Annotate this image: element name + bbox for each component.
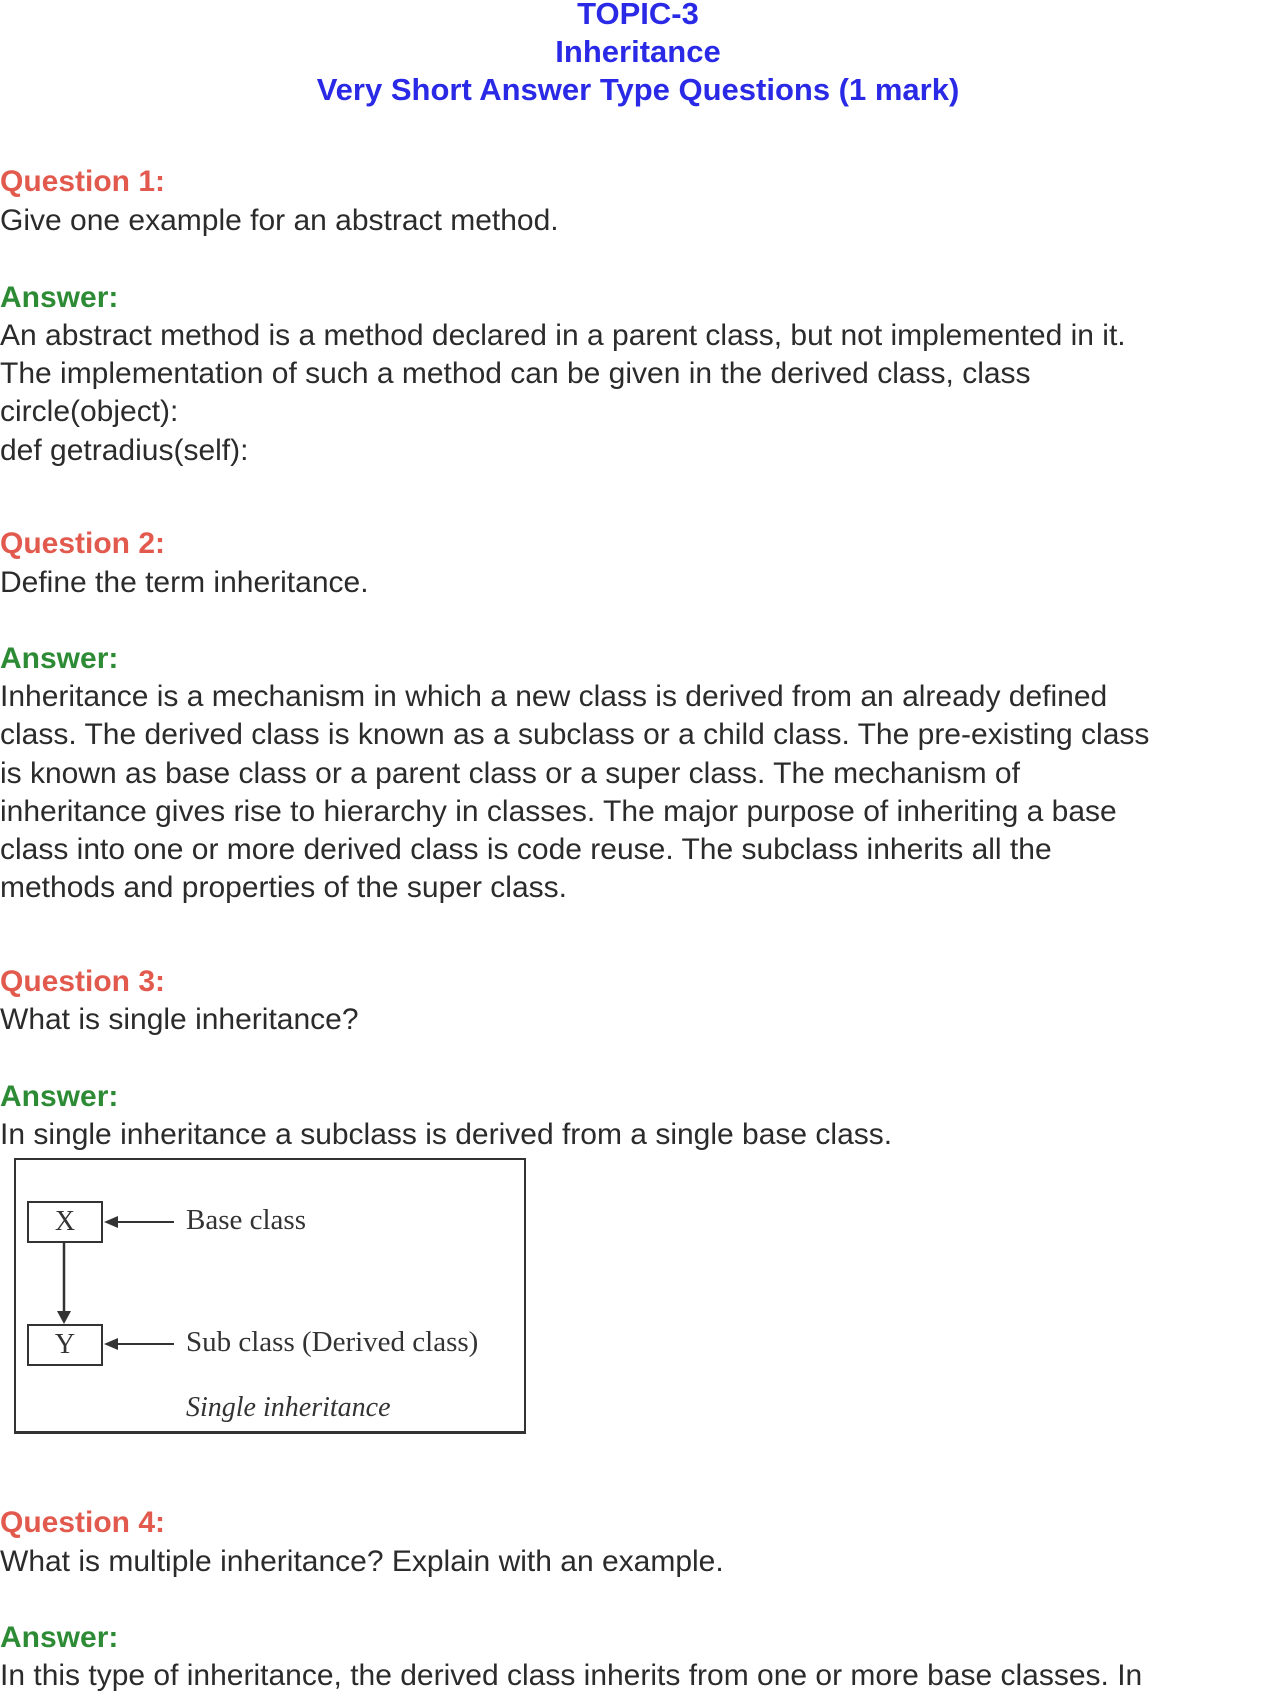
question-2-label: Question 2: [0,527,166,560]
question-1-label: Question 1: [0,165,166,198]
answer-2-label: Answer: [0,642,119,675]
base-class-label: Base class [186,1204,306,1236]
single-inheritance-diagram [14,1158,526,1434]
answer-2-line-2: class. The derived class is known as a subclass or a child class. The pre-existing class [0,718,1150,751]
answer-4-line-1: In this type of inheritance, the derived class inherits from one or more base classes. In [0,1659,1143,1692]
answer-3-line-1: In single inheritance a subclass is derived from a single base class. [0,1118,893,1151]
question-3-text: What is single inheritance? [0,1003,359,1036]
question-3-label: Question 3: [0,965,166,998]
answer-2-line-4: inheritance gives rise to hierarchy in classes. The major purpose of inheriting a base [0,795,1117,828]
question-2-text: Define the term inheritance. [0,566,369,599]
question-1-text: Give one example for an abstract method. [0,204,559,237]
answer-2-line-3: is known as base class or a parent class or a super class. The mechanism of [0,757,1020,790]
base-class-box: X [27,1201,103,1243]
answer-1-line-4: def getradius(self): [0,434,249,467]
question-4-label: Question 4: [0,1506,166,1539]
page-subtitle: Very Short Answer Type Questions (1 mark) [316,72,960,107]
diagram-caption: Single inheritance [186,1392,391,1423]
answer-2-line-1: Inheritance is a mechanism in which a new class is derived from an already defined [0,680,1108,713]
topic-heading: TOPIC-3 [577,0,699,31]
answer-1-line-2: The implementation of such a method can be given in the derived class, class [0,357,1031,390]
answer-1-line-1: An abstract method is a method declared in a parent class, but not implemented in it. [0,319,1126,352]
derived-class-label: Sub class (Derived class) [186,1326,479,1358]
derived-class-box: Y [27,1324,103,1366]
answer-3-label: Answer: [0,1080,119,1113]
answer-2-line-5: class into one or more derived class is code reuse. The subclass inherits all the [0,833,1052,866]
answer-2-line-6: methods and properties of the super class. [0,871,567,904]
answer-1-line-3: circle(object): [0,395,179,428]
answer-4-label: Answer: [0,1621,119,1654]
answer-1-label: Answer: [0,281,119,314]
page-title: Inheritance [555,34,721,69]
question-4-text: What is multiple inheritance? Explain with an example. [0,1545,724,1578]
